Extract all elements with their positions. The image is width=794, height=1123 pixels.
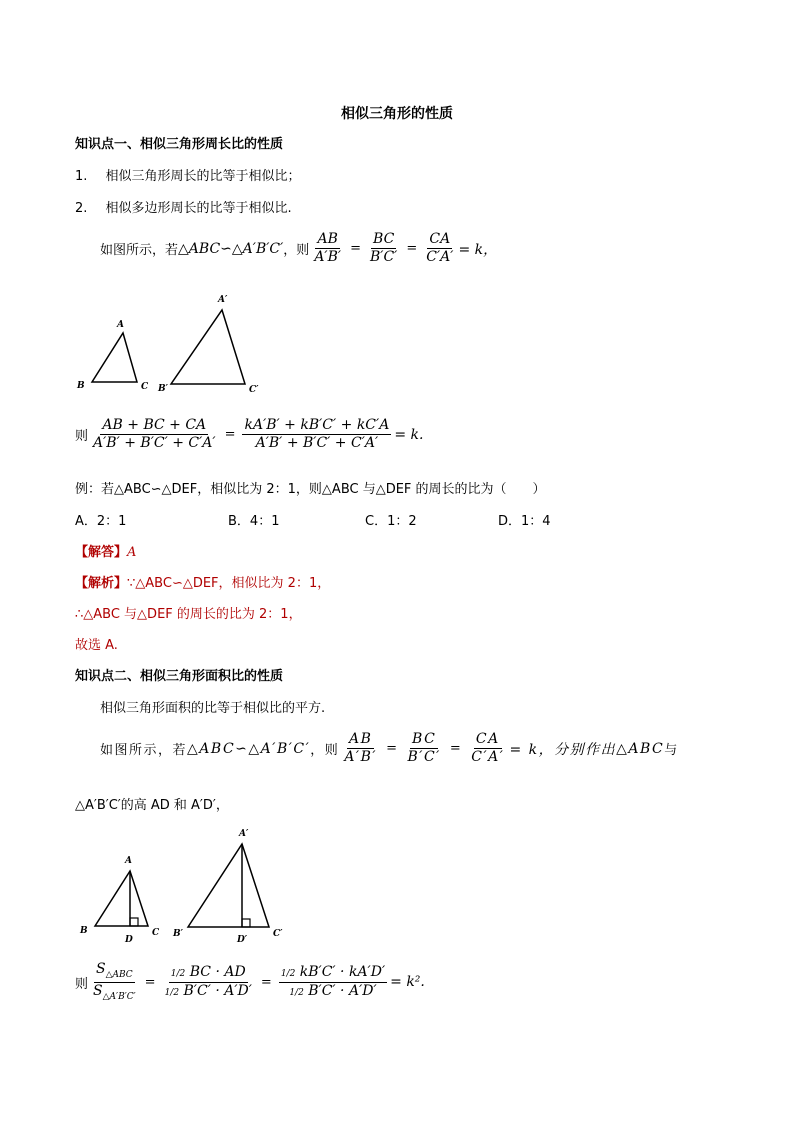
then-word: 则: [75, 429, 89, 445]
perimeter-conclusion: 则 $\frac{AB + BC + CA}{A'B' + B'C' + C'A'}$ = $\frac{kA'B' + kB'C' + kC'A}{A'B' + B'C' + C'A'}$ = k.: [75, 417, 424, 452]
area-ratio-fraction: $\frac{S_{\triangle ABC}}{S_{\triangle A'B'C'}}$: [93, 961, 136, 1002]
ratio-fraction: $\frac{BC}{B'C'}$: [369, 231, 398, 266]
list-text: 相似多边形周长的比等于相似比.: [105, 201, 292, 216]
then-word: ，则: [310, 743, 340, 759]
equals-k: = k，分别作出: [509, 741, 617, 758]
option-d: D．1：4: [498, 514, 551, 529]
list-item: [75, 165, 301, 184]
intro-text: 如图所示，若: [100, 743, 188, 759]
vertex-label: B′: [158, 384, 168, 394]
ratio-fraction: $\frac{CA}{C'A'}$: [426, 231, 454, 266]
and-word: 与: [664, 743, 679, 759]
vertex-label: C: [152, 928, 160, 938]
list-item: [75, 197, 292, 216]
perimeter-ratio-fraction: $\frac{kA'B' + kB'C' + kC'A}{A'B' + B'C' + C'A'}$: [244, 417, 390, 452]
similar-statement: △ABC∽△A′B′C′: [178, 240, 284, 257]
triangle-abc-label: △ABC: [616, 740, 665, 757]
section2-statement: 相似三角形面积的比等于相似比的平方.: [100, 701, 326, 716]
vertex-label: A′: [239, 829, 249, 839]
area-formula-fraction: $\frac{1/2 BC \cdot AD}{1/2 B'C' \cdot A'D'}$: [164, 964, 252, 999]
equals-k: = k.: [394, 426, 424, 443]
perimeter-ratio-fraction: $\frac{AB + BC + CA}{A'B' + B'C' + C'A'}$: [93, 417, 216, 452]
vertex-label: C′: [249, 385, 259, 395]
list-number: 1.: [75, 169, 88, 184]
example-question: 例：若△ABC∽△DEF，相似比为 2：1，则△ABC 与△DEF 的周长的比为（ ）: [75, 482, 546, 497]
ratio-fraction: $\frac{BC}{B'C'}$: [407, 731, 441, 766]
triangle-abc: [92, 333, 137, 382]
then-word: 则: [75, 976, 89, 992]
similar-statement: △ABC∽△A′B′C′: [187, 740, 311, 757]
vertex-label: C′: [273, 929, 283, 939]
right-angle-mark: [130, 918, 138, 926]
figure-similar-triangles: [70, 290, 270, 400]
page-title: 相似三角形的性质: [341, 106, 453, 122]
equals-k: = k，: [458, 241, 498, 258]
option-a: A．2：1: [75, 514, 127, 529]
analysis-line-2: ∴△ABC 与△DEF 的周长的比为 2：1，: [75, 607, 302, 622]
section2-heading: 知识点二、相似三角形面积比的性质: [75, 669, 284, 684]
list-number: 2.: [75, 201, 88, 216]
list-text: 相似三角形周长的比等于相似比；: [105, 169, 301, 184]
vertex-label: D: [125, 935, 133, 945]
triangle-a-prime-b-prime-c-prime: [171, 310, 245, 384]
vertex-label: A: [125, 856, 132, 866]
ratio-fraction: $\frac{CA}{C'A'}$: [471, 731, 505, 766]
section1-heading: 知识点一、相似三角形周长比的性质: [75, 137, 284, 152]
vertex-label: B: [77, 381, 85, 391]
answer-label: 【解答】: [75, 545, 128, 560]
ratio-statement-1: 如图所示，若 △ABC∽△A′B′C′ ，则 $\frac{AB}{A'B'}$ = $\frac{BC}{B'C'}$ = $\frac{CA}{C'A'}$ = k，: [100, 231, 498, 266]
right-angle-mark: [242, 919, 250, 927]
option-b: B．4：1: [228, 514, 280, 529]
ratio-statement-2: 如图所示，若 △ABC∽△A′B′C′ ，则 $\frac{AB}{A'B'}$ = $\frac{BC}{B'C'}$ = $\frac{CA}{C'A'}$ = k，分别作出 △ABC 与: [100, 731, 679, 766]
equals-k-squared: = k².: [390, 974, 425, 991]
figure-similar-triangles-heights: [70, 822, 300, 950]
vertex-label: B: [80, 926, 88, 936]
vertex-label: C: [141, 382, 149, 392]
heights-line: △A′B′C′的高 AD 和 A′D′，: [75, 798, 229, 813]
vertex-label: D′: [237, 935, 248, 945]
ratio-fraction: $\frac{AB}{A'B'}$: [314, 231, 342, 266]
option-c: C．1：2: [365, 514, 417, 529]
analysis-line: [75, 572, 330, 591]
area-scaled-fraction: $\frac{1/2 kB'C' \cdot kA'D'}{1/2 B'C' \cdot A'D'}$: [280, 964, 386, 999]
intro-text: 如图所示，若: [100, 243, 179, 259]
then-word: ，则: [283, 243, 310, 259]
answer-line: [75, 541, 136, 560]
area-conclusion: 则 $\frac{S_{\triangle ABC}}{S_{\triangle A'B'C'}}$ = $\frac{1/2 BC \cdot AD}{1/2 B'C' \cdot A'D'}$ = $\frac{1/2 kB'C' \cdot kA'D'}{1/2 B'C' \cdot A'D'}$ = k².: [75, 961, 425, 1002]
triangle-a-prime-b-prime-c-prime: [188, 844, 269, 927]
analysis-line-3: 故选 A.: [75, 638, 118, 653]
triangle-abc: [95, 871, 148, 926]
vertex-label: B′: [173, 929, 183, 939]
analysis-text: ∵△ABC∽△DEF，相似比为 2：1，: [127, 576, 331, 591]
vertex-label: A: [117, 320, 124, 330]
answer-value: A: [127, 545, 137, 560]
vertex-label: A′: [218, 295, 228, 305]
ratio-fraction: $\frac{AB}{A'B'}$: [344, 731, 378, 766]
analysis-label: 【解析】: [75, 576, 128, 591]
